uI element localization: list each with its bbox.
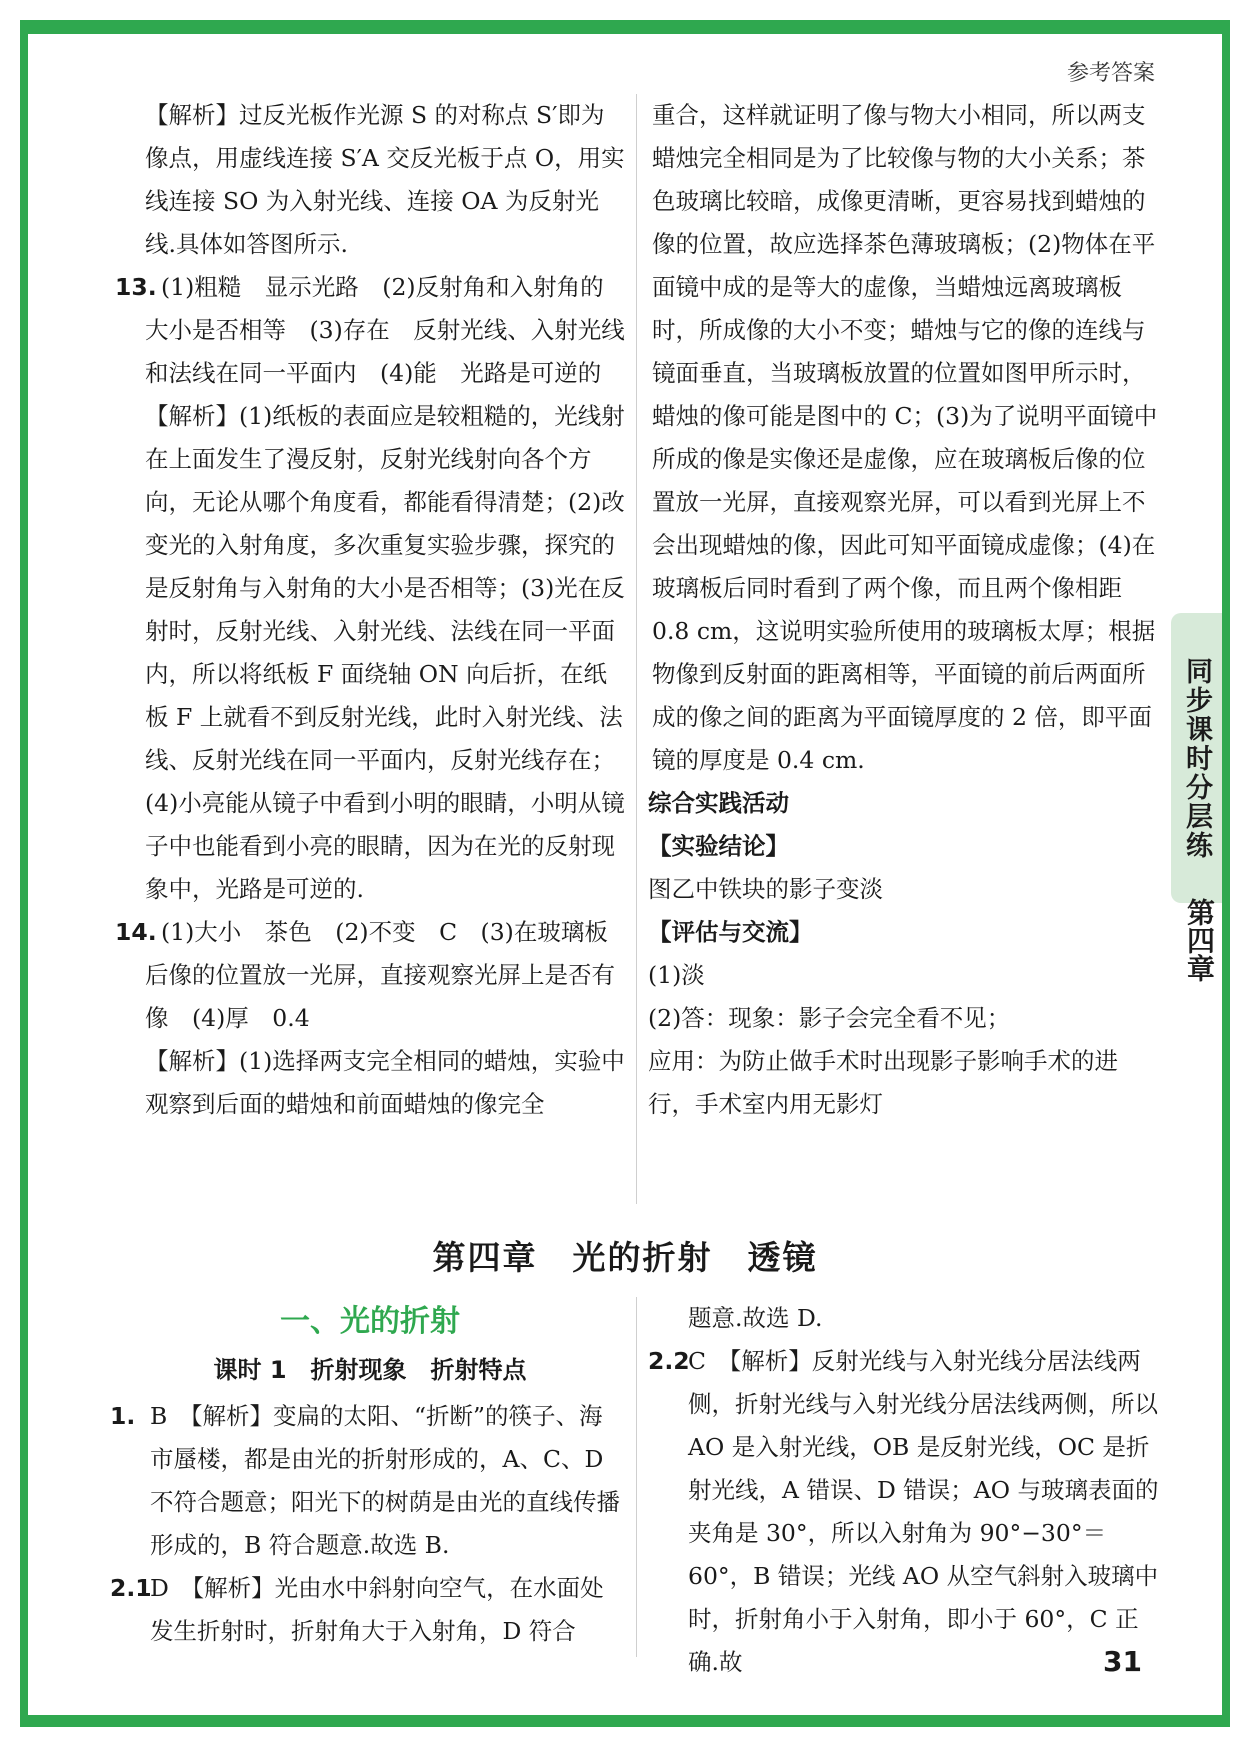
question-number: 2.2 xyxy=(648,1347,690,1375)
conclusion-title: 【实验结论】 xyxy=(648,832,789,860)
analysis-14-continued: 重合，这样就证明了像与物大小相同，所以两支蜡烛完全相同是为了比较像与物的大小关系；茶色玻璃比较暗，成像更清晰，更容易找到蜡烛的像的位置，故应选择茶色薄玻璃板；(2)物体在平面镜中成的是等大的虚像，当蜡烛远离玻璃板时，所成像的大小不变；蜡烛与它的像的连线与镜面垂直，当玻璃板放置的位置如图甲所示时，蜡烛的像可能是图中的 C；(3)为了说明平面镜中所成的像是实像还是虚像，应在玻璃板后像的位置放一光屏，直接观察光屏，可以看到光屏上不会出现蜡烛的像，因此可知平面镜成虚像；(4)在玻璃板后同时看到了两个像，而且两个像相距 0.8 cm，这说明实验所使用的玻璃板太厚；根据物像到反射面的距离相等，平面镜的前后两面所成的像之间的距离为平面镜厚度的 2 倍，即平面镜的厚度是 0.4 cm. xyxy=(652,101,1158,774)
answer-2-1-continued: 题意.故选 D. xyxy=(688,1304,823,1332)
section-title: 一、光的折射 xyxy=(280,1304,460,1339)
question-number: 1. xyxy=(110,1402,136,1430)
column-divider-top xyxy=(636,94,637,1204)
answer-13 xyxy=(115,266,625,395)
activity-title: 综合实践活动 xyxy=(648,789,789,817)
page-number: 31 xyxy=(1103,1645,1142,1678)
right-frame-bar xyxy=(1222,20,1230,1727)
side-tab-chapter-label: 第四章 xyxy=(1183,898,1216,982)
side-tab-chapter xyxy=(1176,890,1222,990)
analysis-12: 【解析】过反光板作光源 S 的对称点 S′即为像点，用虚线连接 S′A 交反光板于点 O，用实线连接 SO 为入射光线、连接 OA 为反射光线.具体如答图所示. xyxy=(145,101,625,258)
question-number: 14. xyxy=(115,918,157,946)
analysis-14: 【解析】(1)选择两支完全相同的蜡烛，实验中观察到后面的蜡烛和前面蜡烛的像完全 xyxy=(145,1047,625,1118)
answer-2-2 xyxy=(648,1340,1160,1684)
eval-title: 【评估与交流】 xyxy=(648,918,813,946)
answer-2-1-text: D 【解析】光由水中斜射向空气，在水面处发生折射时，折射角大于入射角，D 符合 xyxy=(150,1574,604,1645)
right-column-bottom xyxy=(648,1297,1160,1684)
answer-1 xyxy=(110,1395,625,1567)
left-frame-bar xyxy=(20,20,28,1727)
header-label: 参考答案 xyxy=(1066,61,1155,86)
answer-14-text: (1)大小 茶色 (2)不变 C (3)在玻璃板后像的位置放一光屏，直接观察光屏上是否有像 (4)厚 0.4 xyxy=(145,918,615,1032)
top-frame-bar xyxy=(20,20,1230,34)
left-column-top xyxy=(115,94,625,1126)
lesson-title: 课时 1 折射现象 折射特点 xyxy=(213,1356,527,1384)
question-number: 2.1 xyxy=(110,1574,152,1602)
eval-item-2: (2)答：现象：影子会完全看不见； xyxy=(648,1004,1011,1032)
answer-2-1 xyxy=(110,1567,625,1653)
side-tab-series xyxy=(1171,613,1222,903)
column-divider-bottom xyxy=(636,1297,637,1657)
eval-item-3: 应用：为防止做手术时出现影子影响手术的进行，手术室内用无影灯 xyxy=(648,1047,1118,1118)
side-tab-series-label: 同步课时分层练 xyxy=(1181,656,1212,860)
eval-item-1: (1)淡 xyxy=(648,961,705,989)
conclusion-text: 图乙中铁块的影子变淡 xyxy=(648,875,883,903)
question-number: 13. xyxy=(115,273,157,301)
answer-2-2-text: C 【解析】反射光线与入射光线分居法线两侧，折射光线与入射光线分居法线两侧，所以 AO 是入射光线，OB 是反射光线，OC 是折射光线，A 错误、D 错误；AO 与玻璃表面的夹角是 30°，所以入射角为 90°−30°＝60°，B 错误；光线 AO 从空气斜射入玻璃中时，折射角小于入射角，即小于 60°，C 正确.故 xyxy=(688,1347,1159,1676)
answer-13-text: (1)粗糙 显示光路 (2)反射角和入射角的大小是否相等 (3)存在 反射光线、入射光线和法线在同一平面内 (4)能 光路是可逆的 xyxy=(145,273,625,387)
chapter-title: 第四章 光的折射 透镜 xyxy=(432,1238,818,1277)
answer-1-text: B 【解析】变扁的太阳、“折断”的筷子、海市蜃楼，都是由光的折射形成的，A、C、D 不符合题意；阳光下的树荫是由光的直线传播形成的，B 符合题意.故选 B. xyxy=(150,1402,620,1559)
left-column-bottom xyxy=(110,1395,625,1653)
bottom-frame-bar xyxy=(20,1715,1230,1727)
analysis-13: 【解析】(1)纸板的表面应是较粗糙的，光线射在上面发生了漫反射，反射光线射向各个方向，无论从哪个角度看，都能看得清楚；(2)改变光的入射角度，多次重复实验步骤，探究的是反射角与入射角的大小是否相等；(3)光在反射时，反射光线、入射光线、法线在同一平面内，所以将纸板 F 面绕轴 ON 向后折，在纸板 F 上就看不到反射光线，此时入射光线、法线、反射光线在同一平面内，反射光线存在；(4)小亮能从镜子中看到小明的眼睛，小明从镜子中也能看到小亮的眼睛，因为在光的反射现象中，光路是可逆的. xyxy=(145,402,625,903)
right-column-top xyxy=(648,94,1160,1126)
answer-14 xyxy=(115,911,625,1040)
